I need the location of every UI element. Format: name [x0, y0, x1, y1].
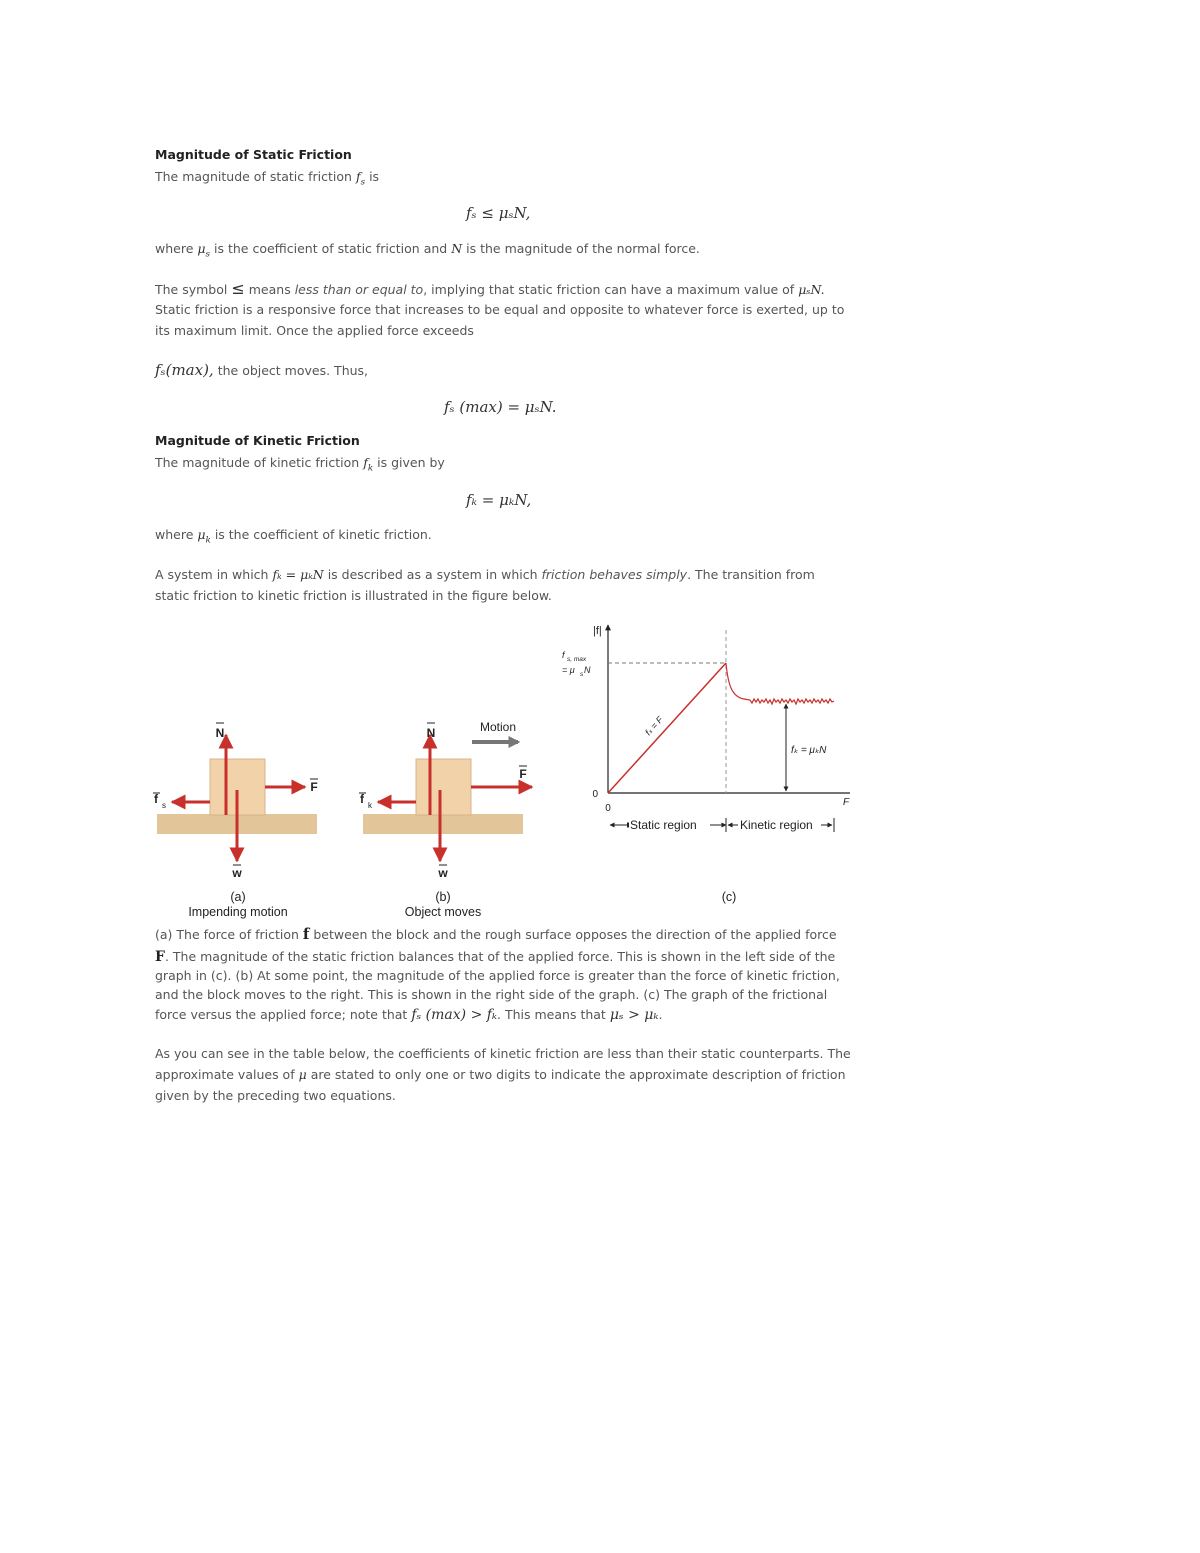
origin-x-label: 0 — [605, 803, 611, 814]
x-axis-label: F — [842, 797, 850, 808]
friction-label: f — [154, 792, 158, 806]
fk-equals-label: fₖ = μₖN — [791, 745, 827, 756]
panel-b-caption: Object moves — [404, 905, 482, 919]
kinetic-friction-curve — [726, 663, 834, 704]
system-paragraph-line2: static friction to kinetic friction is illustrated in the figure below. — [155, 588, 552, 603]
panel-a-caption: Impending motion — [188, 905, 288, 919]
figure-caption-line1: (a) The force of friction f between the block and the rough surface opposes the direction of the applied force — [155, 925, 837, 943]
closing-line3: given by the preceding two equations. — [155, 1088, 396, 1103]
panel-b-label: (b) — [435, 890, 451, 904]
figure-caption-line4: and the block moves to the right. This is shown in the right side of the graph. (c) The graph of the frictional — [155, 987, 828, 1002]
fs-max-label-symbol: f — [562, 650, 565, 660]
panel-b-diagram — [360, 720, 532, 880]
weight-label: w — [232, 866, 242, 880]
figure-caption-line5: force versus the applied force; note that fₛ (max) > fₖ. This means that μₛ > μₖ. — [155, 1007, 663, 1023]
fs-max-value-subscript: s — [580, 671, 584, 678]
closing-line1: As you can see in the table below, the coefficients of kinetic friction are less than their static counterparts. The — [155, 1046, 851, 1061]
static-friction-intro: The magnitude of static friction $f_s$ is — [155, 169, 380, 188]
fs-max-label-subscript: s, max — [567, 656, 587, 663]
kinetic-friction-equation: fₖ = μₖN, — [466, 491, 532, 509]
kinetic-friction-intro: The magnitude of kinetic friction $f_k$ is given by — [155, 455, 445, 474]
kinetic-region-label: Kinetic region — [740, 818, 813, 832]
panel-c-label: (c) — [721, 890, 737, 904]
symbol-paragraph-line3: its maximum limit. Once the applied force exceeds — [155, 323, 474, 338]
fsmax-line: fₛ(max), the object moves. Thus, — [155, 361, 369, 379]
system-paragraph-line1: A system in which fₖ = μₖN is described as a system in which friction behaves simply. The transition from — [155, 567, 815, 582]
y-axis-label: |f| — [593, 625, 602, 637]
closing-line2: approximate values of μ are stated to only one or two digits to indicate the approximate description of friction — [155, 1067, 846, 1082]
static-where-text: where $\mu_s$ is the coefficient of static friction and N is the magnitude of the normal force. — [155, 241, 700, 260]
static-friction-heading: Magnitude of Static Friction — [155, 147, 352, 162]
fs-equals-F-label: fₛ = F — [643, 714, 665, 738]
origin-y-label: 0 — [592, 789, 598, 800]
panel-a-label: (a) — [230, 890, 246, 904]
symbol-paragraph-line2: Static friction is a responsive force that increases to be equal and opposite to whatever force is exerted, up to — [155, 302, 845, 317]
static-friction-equation: fₛ ≤ μₛN, — [466, 204, 531, 222]
kinetic-friction-heading: Magnitude of Kinetic Friction — [155, 433, 360, 448]
ground-surface — [363, 814, 523, 834]
normal-force-label: N — [215, 726, 225, 740]
applied-force-label: F — [519, 767, 527, 781]
friction-subscript: s — [162, 801, 166, 810]
friction-figure — [140, 615, 860, 925]
figure-caption-line2: F. The magnitude of the static friction balances that of the applied force. This is shown in the left side of the — [155, 949, 836, 965]
friction-subscript: k — [368, 801, 372, 810]
kinetic-where-text: where $\mu_k$ is the coefficient of kinetic friction. — [155, 527, 432, 546]
friction-label: f — [360, 792, 364, 806]
static-friction-line — [608, 663, 726, 793]
figure-caption-line3: graph in (c). (b) At some point, the magnitude of the applied force is greater than the force of kinetic friction, — [155, 968, 840, 983]
normal-force-label: N — [426, 726, 436, 740]
applied-force-label: F — [310, 780, 318, 794]
fs-max-value-N: N — [584, 665, 591, 675]
weight-label: w — [438, 866, 448, 880]
static-region-label: Static region — [630, 818, 697, 832]
block — [416, 759, 471, 815]
static-max-equation: fₛ (max) = μₛN. — [444, 398, 557, 416]
fs-max-value-label: = μ — [562, 665, 575, 675]
motion-label: Motion — [479, 720, 517, 734]
panel-a-diagram — [154, 726, 318, 880]
symbol-paragraph-line1: The symbol ≤ means less than or equal to, implying that static friction can have a maximum value of μₛN. — [155, 279, 825, 298]
panel-c-graph — [562, 625, 850, 832]
